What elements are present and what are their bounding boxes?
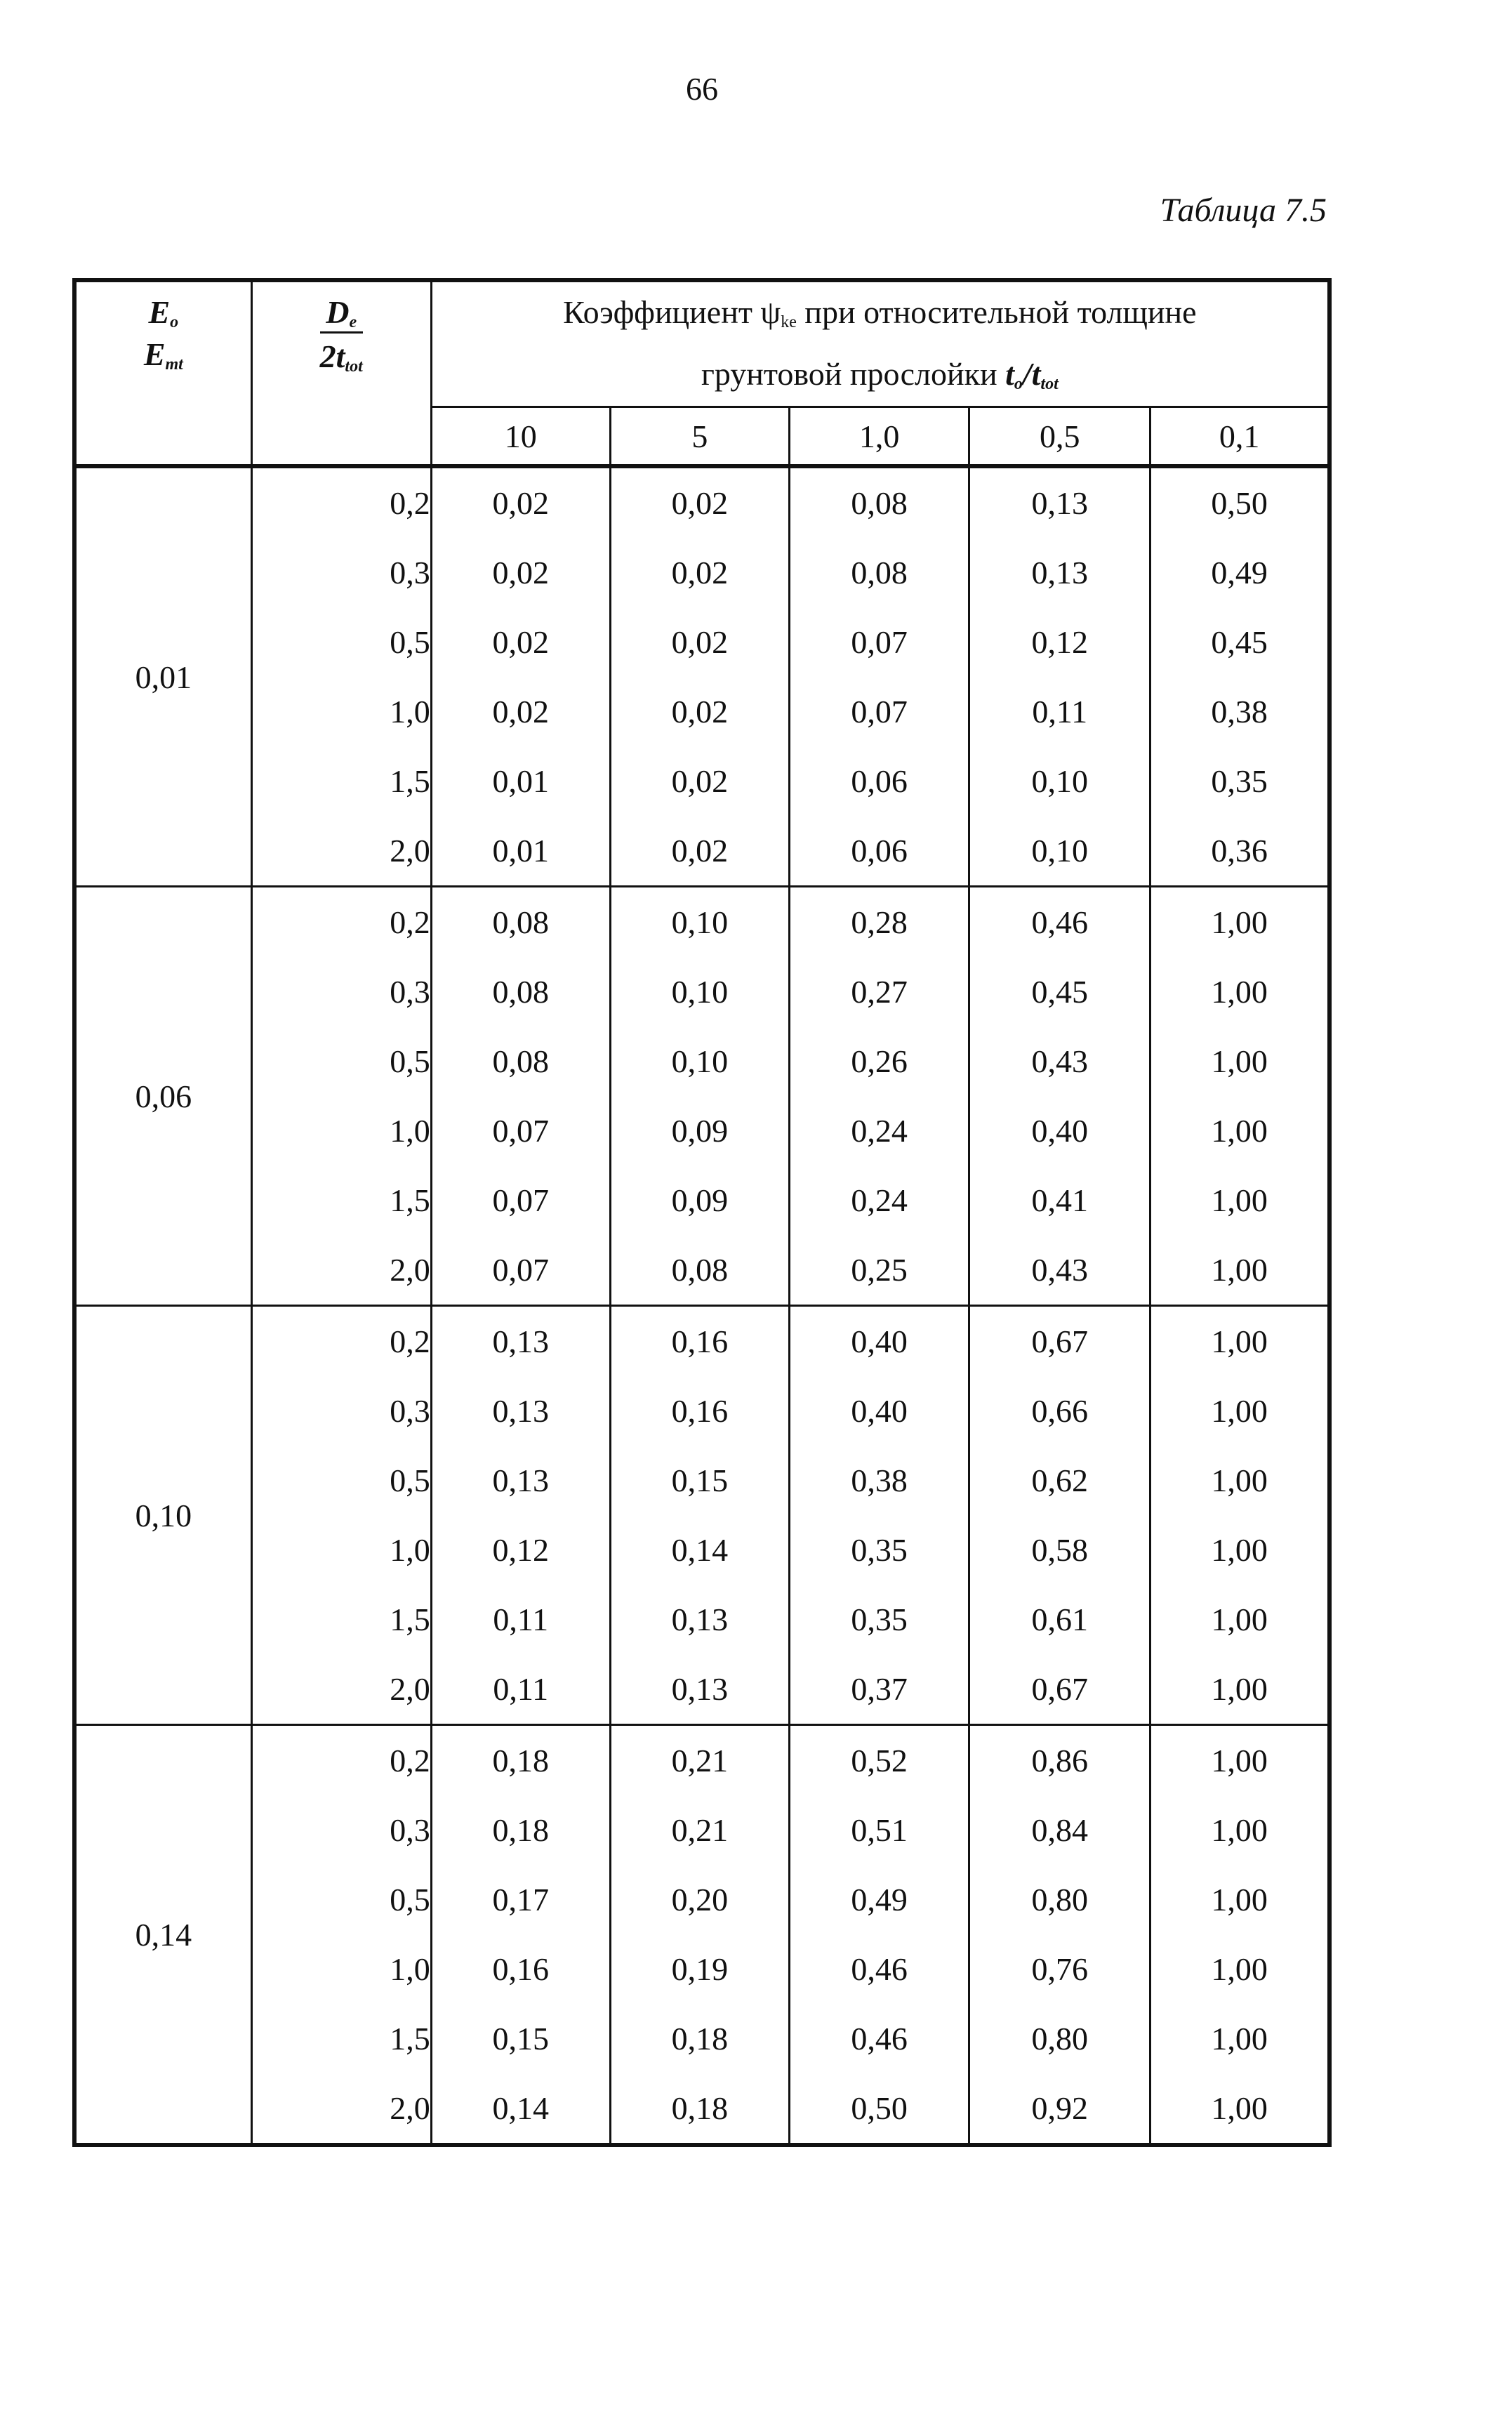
coefficient-cell: 0,14 <box>431 2073 610 2145</box>
coefficient-cell: 0,19 <box>610 1934 789 2004</box>
table-row <box>74 1446 1329 1515</box>
coefficient-cell: 0,08 <box>431 957 610 1027</box>
coefficient-cell: 0,08 <box>790 466 969 538</box>
coefficient-cell: 0,35 <box>790 1515 969 1585</box>
coefficient-cell: 0,08 <box>790 538 969 607</box>
coefficient-cell: 0,02 <box>431 466 610 538</box>
eo-ratio-cell: 0,14 <box>74 1725 251 2146</box>
coefficient-cell: 0,58 <box>969 1515 1150 1585</box>
de-ratio-cell: 1,0 <box>251 1096 431 1166</box>
table-row <box>74 1654 1329 1725</box>
coefficient-cell: 0,01 <box>431 816 610 887</box>
coefficient-cell: 0,15 <box>610 1446 789 1515</box>
coefficient-cell: 0,80 <box>969 1865 1150 1934</box>
coefficient-cell: 0,45 <box>1150 607 1329 677</box>
table-row <box>74 1096 1329 1166</box>
coefficient-cell: 0,12 <box>969 607 1150 677</box>
table-row <box>74 607 1329 677</box>
table-row <box>74 1235 1329 1306</box>
coefficient-cell: 1,00 <box>1150 1585 1329 1654</box>
coefficient-cell: 0,12 <box>431 1515 610 1585</box>
header-title-line2: грунтовой прослойки $t_o/t_{tot}$ <box>431 343 1329 407</box>
de-ratio-cell: 1,0 <box>251 677 431 746</box>
de-ratio-cell: 1,5 <box>251 746 431 816</box>
table-row <box>74 1306 1329 1377</box>
table-row <box>74 1376 1329 1446</box>
coefficient-cell: 0,07 <box>431 1166 610 1235</box>
coefficient-cell: 0,35 <box>790 1585 969 1654</box>
coefficient-cell: 0,40 <box>790 1306 969 1377</box>
coefficient-cell: 0,15 <box>431 2004 610 2073</box>
coefficient-cell: 0,38 <box>1150 677 1329 746</box>
coefficient-cell: 0,50 <box>1150 466 1329 538</box>
coefficient-cell: 0,18 <box>431 1725 610 1796</box>
table-row <box>74 887 1329 958</box>
coefficient-cell: 0,40 <box>969 1096 1150 1166</box>
de-ratio-cell: 1,0 <box>251 1515 431 1585</box>
coefficient-cell: 0,43 <box>969 1235 1150 1306</box>
coefficient-cell: 0,10 <box>610 887 789 958</box>
coefficient-cell: 0,07 <box>431 1235 610 1306</box>
coefficient-cell: 0,26 <box>790 1027 969 1096</box>
coefficient-cell: 0,07 <box>431 1096 610 1166</box>
coefficient-cell: 0,46 <box>790 2004 969 2073</box>
coefficient-cell: 1,00 <box>1150 1096 1329 1166</box>
coefficient-cell: 1,00 <box>1150 957 1329 1027</box>
header-eo-ratio: $E_o$ $E_{mt}$ <box>74 280 251 466</box>
coefficient-cell: 0,13 <box>969 538 1150 607</box>
coefficient-cell: 0,92 <box>969 2073 1150 2145</box>
coefficient-cell: 0,86 <box>969 1725 1150 1796</box>
coefficient-cell: 1,00 <box>1150 1027 1329 1096</box>
coefficient-cell: 0,61 <box>969 1585 1150 1654</box>
coefficient-cell: 0,20 <box>610 1865 789 1934</box>
coefficient-cell: 0,11 <box>969 677 1150 746</box>
coefficient-cell: 0,08 <box>431 1027 610 1096</box>
coefficient-cell: 0,67 <box>969 1306 1150 1377</box>
coefficient-cell: 0,80 <box>969 2004 1150 2073</box>
coefficient-cell: 0,07 <box>790 677 969 746</box>
coefficient-cell: 0,84 <box>969 1795 1150 1865</box>
table-row <box>74 746 1329 816</box>
coefficient-cell: 0,10 <box>610 1027 789 1096</box>
coefficient-cell: 0,02 <box>431 538 610 607</box>
table-row <box>74 2004 1329 2073</box>
de-ratio-cell: 0,3 <box>251 1795 431 1865</box>
coefficient-cell: 0,50 <box>790 2073 969 2145</box>
coefficient-cell: 0,18 <box>610 2004 789 2073</box>
table-row <box>74 1166 1329 1235</box>
de-ratio-cell: 1,5 <box>251 1166 431 1235</box>
coefficient-cell: 0,07 <box>790 607 969 677</box>
coefficient-cell: 0,13 <box>431 1306 610 1377</box>
coefficient-cell: 0,18 <box>610 2073 789 2145</box>
coefficient-cell: 0,36 <box>1150 816 1329 887</box>
de-ratio-cell: 0,5 <box>251 607 431 677</box>
coefficient-cell: 1,00 <box>1150 2004 1329 2073</box>
col-header-10: 10 <box>431 407 610 467</box>
de-ratio-cell: 0,3 <box>251 538 431 607</box>
de-ratio-cell: 0,3 <box>251 1376 431 1446</box>
coefficient-cell: 0,62 <box>969 1446 1150 1515</box>
coefficient-cell: 0,13 <box>431 1376 610 1446</box>
coefficient-cell: 0,45 <box>969 957 1150 1027</box>
coefficient-cell: 0,13 <box>969 466 1150 538</box>
coefficient-cell: 1,00 <box>1150 1376 1329 1446</box>
coefficient-cell: 0,02 <box>610 538 789 607</box>
col-header-5: 5 <box>610 407 789 467</box>
coefficient-cell: 0,21 <box>610 1795 789 1865</box>
coefficient-cell: 0,16 <box>610 1376 789 1446</box>
coefficient-cell: 0,11 <box>431 1654 610 1725</box>
coefficient-cell: 0,38 <box>790 1446 969 1515</box>
table-row <box>74 1515 1329 1585</box>
coefficient-cell: 0,02 <box>431 607 610 677</box>
table-row <box>74 677 1329 746</box>
table-body <box>74 466 1329 2145</box>
coefficient-cell: 0,37 <box>790 1654 969 1725</box>
de-ratio-cell: 1,5 <box>251 1585 431 1654</box>
coefficient-cell: 0,02 <box>431 677 610 746</box>
coefficient-cell: 0,46 <box>790 1934 969 2004</box>
coefficient-cell: 0,41 <box>969 1166 1150 1235</box>
coefficient-cell: 0,13 <box>610 1654 789 1725</box>
table-header <box>74 280 1329 466</box>
de-ratio-cell: 0,3 <box>251 957 431 1027</box>
eo-ratio-cell: 0,01 <box>74 466 251 887</box>
coefficient-cell: 0,17 <box>431 1865 610 1934</box>
de-ratio-cell: 1,0 <box>251 1934 431 2004</box>
de-ratio-cell: 1,5 <box>251 2004 431 2073</box>
eo-ratio-cell: 0,06 <box>74 887 251 1306</box>
coefficient-cell: 0,43 <box>969 1027 1150 1096</box>
coefficient-cell: 0,13 <box>610 1585 789 1654</box>
coefficient-cell: 0,16 <box>610 1306 789 1377</box>
coefficient-cell: 0,35 <box>1150 746 1329 816</box>
coefficient-cell: 0,52 <box>790 1725 969 1796</box>
table-caption: Таблица 7.5 <box>1160 192 1327 229</box>
de-ratio-cell: 0,5 <box>251 1865 431 1934</box>
coefficient-cell: 0,08 <box>431 887 610 958</box>
coefficient-cell: 0,66 <box>969 1376 1150 1446</box>
coefficient-cell: 0,46 <box>969 887 1150 958</box>
coefficient-cell: 1,00 <box>1150 1795 1329 1865</box>
table-row <box>74 1027 1329 1096</box>
coefficient-cell: 0,02 <box>610 466 789 538</box>
coefficient-cell: 0,02 <box>610 746 789 816</box>
page-number: 66 <box>686 71 718 107</box>
table-row <box>74 1795 1329 1865</box>
de-ratio-cell: 0,5 <box>251 1446 431 1515</box>
coefficient-cell: 0,09 <box>610 1166 789 1235</box>
coefficient-cell: 0,21 <box>610 1725 789 1796</box>
de-ratio-cell: 2,0 <box>251 816 431 887</box>
coefficient-cell: 1,00 <box>1150 1865 1329 1934</box>
col-header-1-0: 1,0 <box>790 407 969 467</box>
header-title-line1: Коэффициент $\psi_{ke}$ при относительной толщине <box>431 280 1329 343</box>
coefficient-cell: 0,40 <box>790 1376 969 1446</box>
coefficient-cell: 0,02 <box>610 677 789 746</box>
coefficient-cell: 0,28 <box>790 887 969 958</box>
coefficient-cell: 0,16 <box>431 1934 610 2004</box>
coefficient-cell: 1,00 <box>1150 2073 1329 2145</box>
header-de-ratio: $\frac{D_e}{2t_{tot}}$ <box>251 280 431 466</box>
table-row <box>74 1725 1329 1796</box>
coefficient-cell: 0,06 <box>790 816 969 887</box>
coefficient-cell: 0,76 <box>969 1934 1150 2004</box>
coefficient-cell: 0,51 <box>790 1795 969 1865</box>
coefficient-cell: 0,67 <box>969 1654 1150 1725</box>
coefficient-cell: 0,14 <box>610 1515 789 1585</box>
coefficient-cell: 0,18 <box>431 1795 610 1865</box>
coefficient-cell: 0,08 <box>610 1235 789 1306</box>
coefficient-cell: 0,09 <box>610 1096 789 1166</box>
coefficient-table <box>72 278 1332 2147</box>
coefficient-cell: 0,13 <box>431 1446 610 1515</box>
table-row <box>74 1585 1329 1654</box>
coefficient-cell: 1,00 <box>1150 1306 1329 1377</box>
table-row <box>74 1865 1329 1934</box>
coefficient-cell: 1,00 <box>1150 887 1329 958</box>
coefficient-cell: 1,00 <box>1150 1515 1329 1585</box>
coefficient-cell: 0,11 <box>431 1585 610 1654</box>
coefficient-cell: 1,00 <box>1150 1446 1329 1515</box>
coefficient-cell: 0,49 <box>790 1865 969 1934</box>
col-header-0-5: 0,5 <box>969 407 1150 467</box>
de-ratio-cell: 0,2 <box>251 1306 431 1377</box>
de-ratio-cell: 2,0 <box>251 1235 431 1306</box>
coefficient-cell: 1,00 <box>1150 1166 1329 1235</box>
coefficient-cell: 0,10 <box>610 957 789 1027</box>
coefficient-cell: 1,00 <box>1150 1235 1329 1306</box>
table-row <box>74 816 1329 887</box>
coefficient-cell: 0,02 <box>610 816 789 887</box>
eo-ratio-cell: 0,10 <box>74 1306 251 1725</box>
coefficient-cell: 1,00 <box>1150 1654 1329 1725</box>
table-row <box>74 466 1329 538</box>
table-row <box>74 957 1329 1027</box>
coefficient-cell: 1,00 <box>1150 1934 1329 2004</box>
de-ratio-cell: 0,2 <box>251 1725 431 1796</box>
coefficient-cell: 1,00 <box>1150 1725 1329 1796</box>
table-row <box>74 538 1329 607</box>
de-ratio-cell: 2,0 <box>251 1654 431 1725</box>
coefficient-cell: 0,01 <box>431 746 610 816</box>
coefficient-cell: 0,49 <box>1150 538 1329 607</box>
coefficient-cell: 0,25 <box>790 1235 969 1306</box>
coefficient-cell: 0,06 <box>790 746 969 816</box>
de-ratio-cell: 2,0 <box>251 2073 431 2145</box>
coefficient-cell: 0,10 <box>969 816 1150 887</box>
coefficient-cell: 0,10 <box>969 746 1150 816</box>
de-ratio-cell: 0,2 <box>251 466 431 538</box>
coefficient-cell: 0,27 <box>790 957 969 1027</box>
col-header-0-1: 0,1 <box>1150 407 1329 467</box>
coefficient-cell: 0,24 <box>790 1096 969 1166</box>
table-row <box>74 2073 1329 2145</box>
de-ratio-cell: 0,5 <box>251 1027 431 1096</box>
table-row <box>74 1934 1329 2004</box>
de-ratio-cell: 0,2 <box>251 887 431 958</box>
coefficient-cell: 0,24 <box>790 1166 969 1235</box>
coefficient-cell: 0,02 <box>610 607 789 677</box>
